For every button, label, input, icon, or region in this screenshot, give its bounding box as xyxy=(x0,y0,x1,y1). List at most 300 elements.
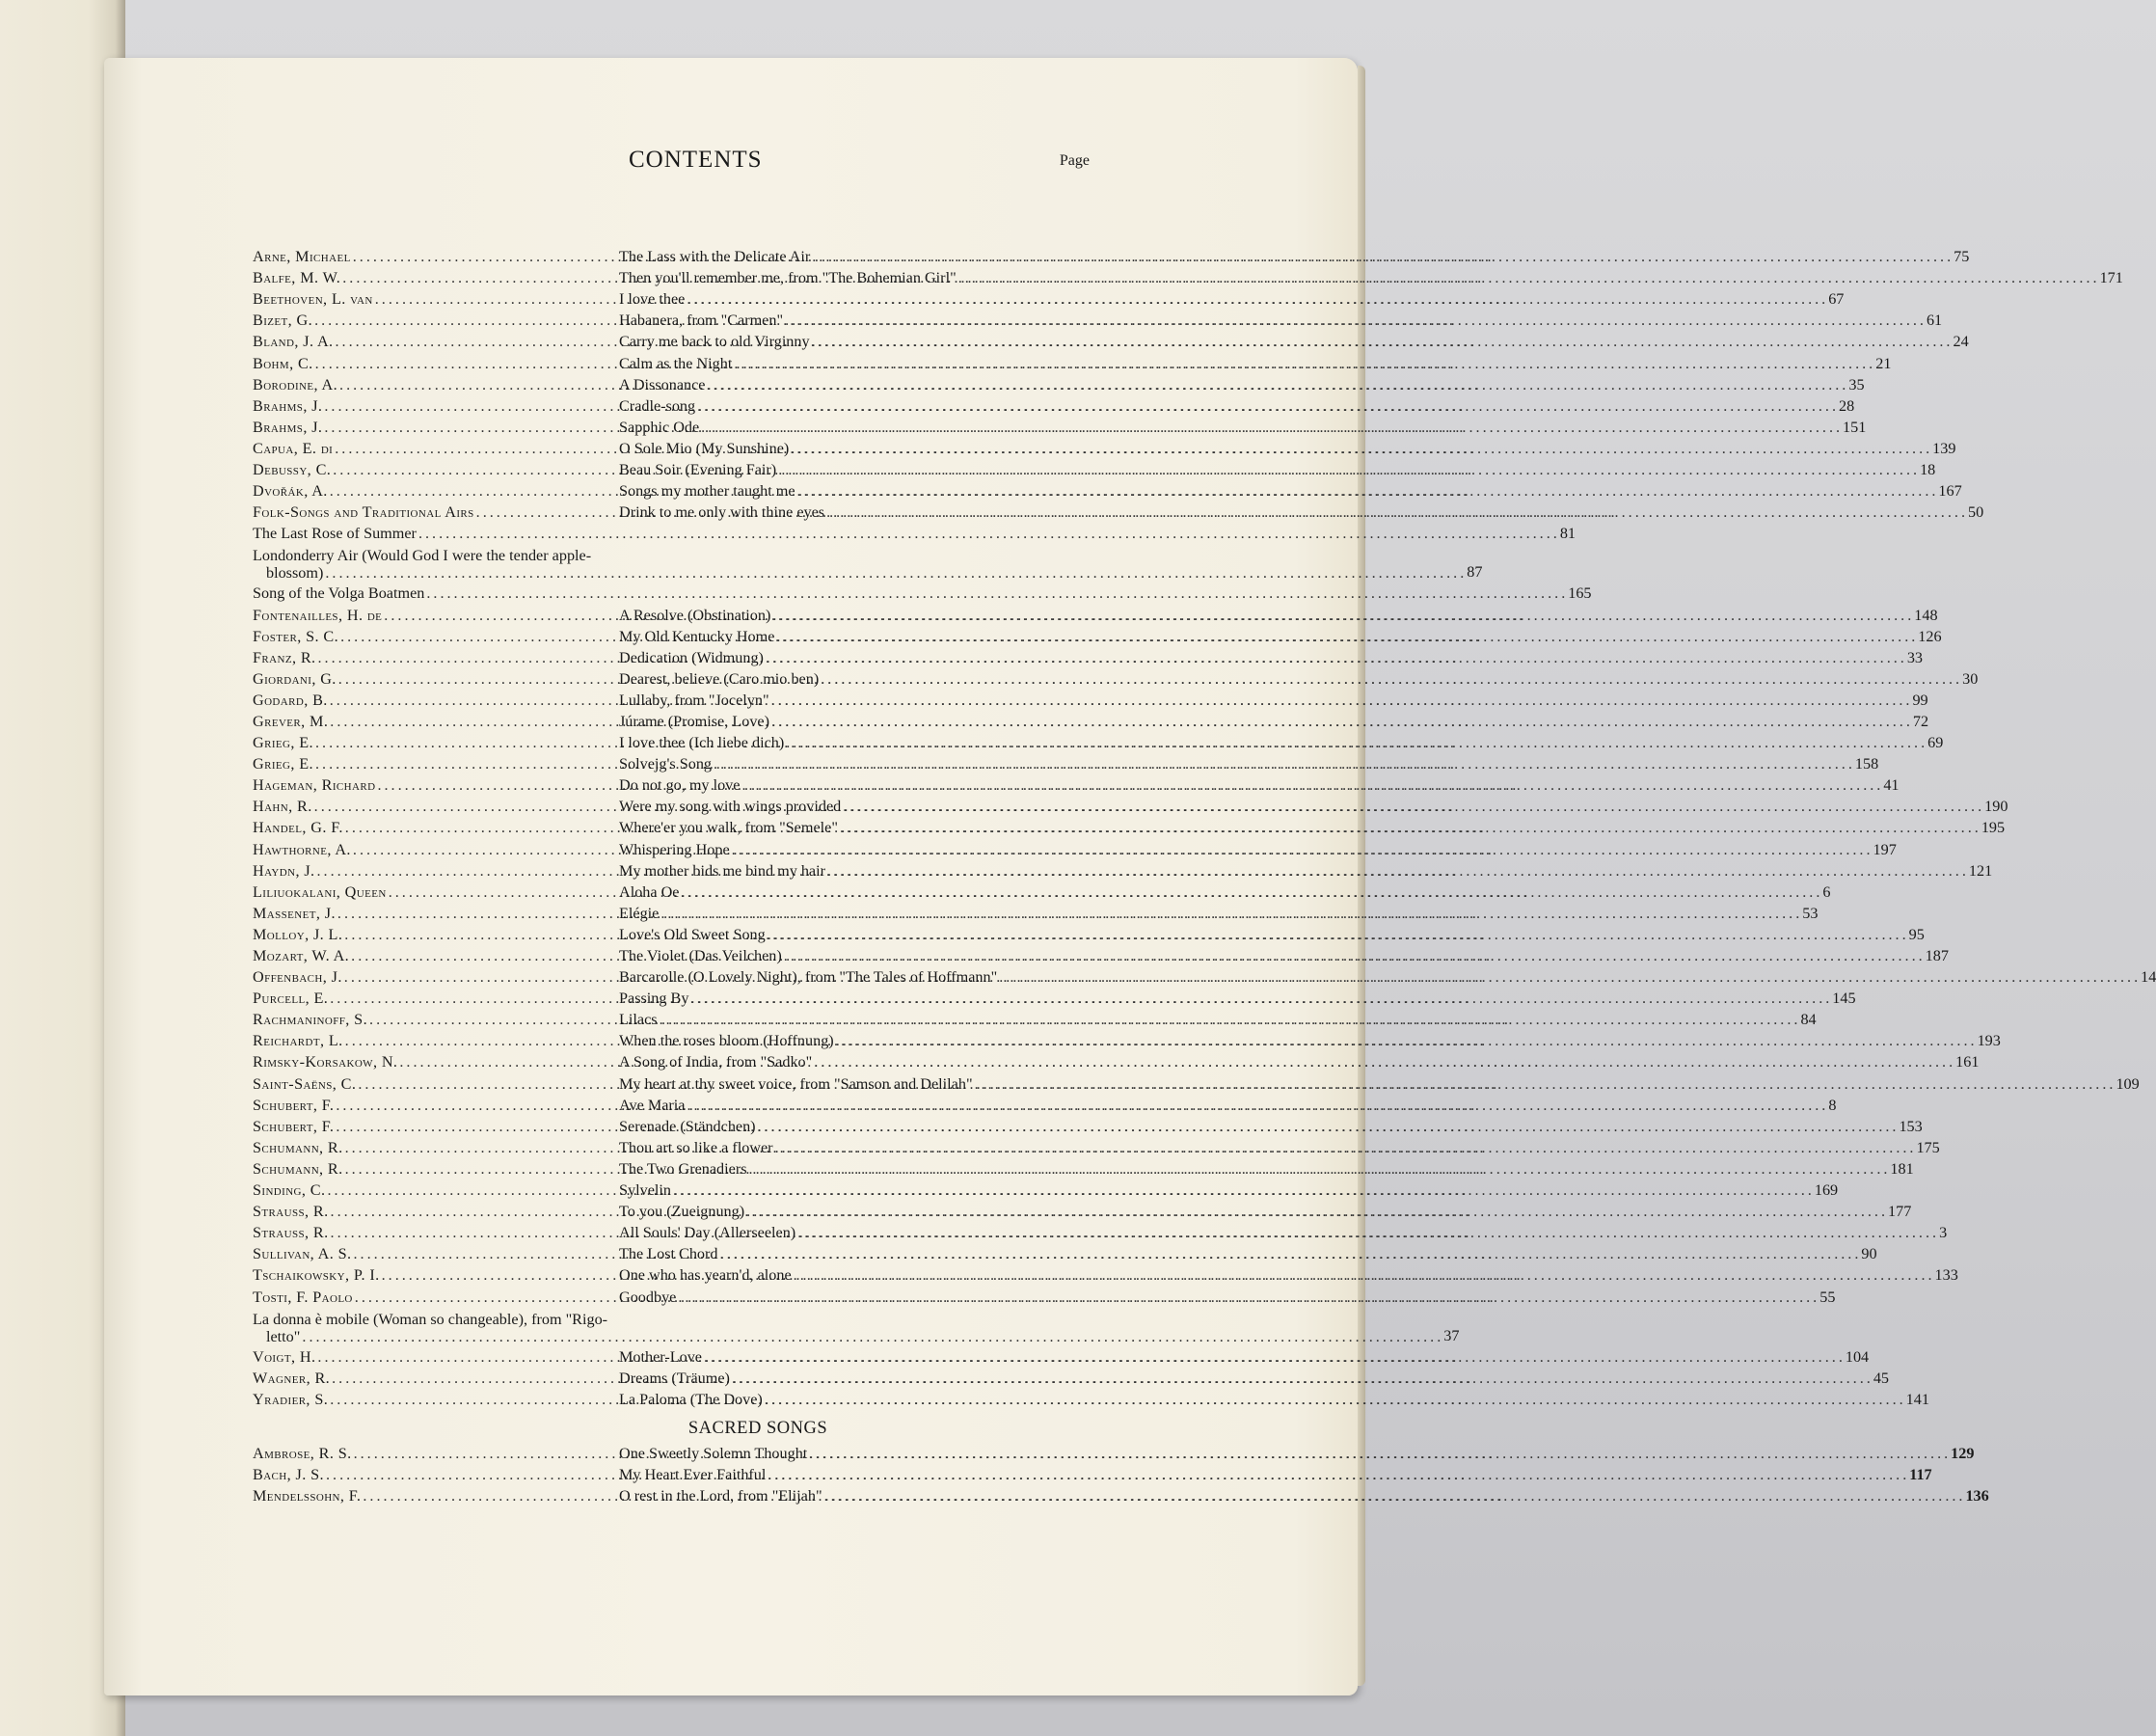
song-title xyxy=(619,460,1920,479)
page-number: 90 xyxy=(1861,1245,1877,1263)
toc-entry xyxy=(253,543,1483,583)
composer-name xyxy=(253,1223,619,1242)
toc-entry xyxy=(253,1242,1877,1263)
leader-dots xyxy=(302,1328,1443,1345)
leader-dots xyxy=(720,1244,1862,1263)
song-title xyxy=(619,311,1927,330)
toc-entry xyxy=(253,1071,2140,1093)
song-title-text: Were my song with wings provided xyxy=(619,798,842,816)
page-number: 72 xyxy=(1912,712,1929,730)
leader-dots xyxy=(772,606,1914,625)
page-number: 193 xyxy=(1977,1032,2001,1050)
toc-entry xyxy=(253,752,1879,773)
song-title xyxy=(619,627,1918,646)
composer-name xyxy=(253,247,619,266)
song-title-text: My Heart Ever Faithful xyxy=(619,1465,767,1483)
composer-text: Foster, S. C. xyxy=(253,627,339,645)
composer-text: Godard, B. xyxy=(253,691,328,709)
composer-name xyxy=(253,840,619,859)
song-title xyxy=(619,1444,1951,1463)
song-title xyxy=(619,502,1968,522)
song-title xyxy=(619,396,1839,416)
leader-dots xyxy=(687,289,1828,309)
toc-entry xyxy=(253,373,1865,394)
toc-entry xyxy=(253,351,1892,372)
composer-name xyxy=(253,754,619,773)
toc-entry xyxy=(253,837,1897,858)
composer-name xyxy=(253,460,619,479)
composer-text: Borodine, A. xyxy=(253,375,338,393)
toc-entry xyxy=(253,689,1928,710)
composer-text: Rimsky-Korsakow, N. xyxy=(253,1053,398,1071)
song-title-text: To you (Zueignung) xyxy=(619,1203,745,1221)
song-title-text: When the roses bloom (Hoffnung) xyxy=(619,1032,834,1050)
composer-name xyxy=(253,606,619,625)
song-title-text: A Resolve (Obstination) xyxy=(619,606,771,624)
table-of-contents xyxy=(253,245,2156,1505)
composer-text: Tosti, F. Paolo xyxy=(253,1288,353,1306)
leader-dots xyxy=(325,564,1467,582)
toc-entry xyxy=(253,859,1993,881)
composer-text: Reichardt, L. xyxy=(253,1032,343,1050)
page-number: 167 xyxy=(1938,482,1962,501)
composer-name xyxy=(253,1369,619,1388)
song-title xyxy=(619,1031,1978,1050)
page-number: 69 xyxy=(1927,734,1944,752)
composer-name xyxy=(253,797,619,816)
page-number: 158 xyxy=(1854,755,1879,773)
leader-dots xyxy=(814,1052,1955,1071)
page-number: 3 xyxy=(1939,1224,1948,1242)
song-title xyxy=(619,1117,1899,1136)
leader-dots xyxy=(827,861,1969,881)
song-title xyxy=(619,1159,1890,1179)
song-title xyxy=(253,1311,1443,1345)
composer-text: Brahms, J. xyxy=(253,396,323,415)
leader-dots xyxy=(766,648,1907,667)
leader-dots xyxy=(768,1465,1909,1484)
leader-dots xyxy=(704,1347,1846,1367)
song-title xyxy=(619,268,2100,287)
song-title-text: A Song of India, from "Sadko" xyxy=(619,1053,813,1071)
composer-text: Tschaikowsky, P. I. xyxy=(253,1266,380,1285)
composer-name xyxy=(253,946,619,965)
composer-text: Ambrose, R. S. xyxy=(253,1444,352,1462)
toc-entry xyxy=(253,944,1949,965)
composer-text: Hageman, Richard xyxy=(253,776,376,795)
composer-name xyxy=(253,268,619,287)
song-title-text: Do not go, my love xyxy=(619,776,741,795)
song-title-text: Cradle-song xyxy=(619,396,696,415)
composer-name xyxy=(253,648,619,667)
leader-dots xyxy=(418,524,1560,543)
contents-header xyxy=(617,147,1090,185)
composer-text: Voigt, H. xyxy=(253,1347,316,1366)
composer-text: Strauss, R. xyxy=(253,1203,329,1221)
composer-name xyxy=(253,311,619,330)
composer-text: Grieg, E. xyxy=(253,755,313,773)
toc-entry xyxy=(253,881,1831,902)
composer-name xyxy=(253,861,619,881)
page-number: 121 xyxy=(1968,861,1993,880)
page-number: 41 xyxy=(1883,776,1900,795)
song-title-text: My Old Kentucky Home xyxy=(619,627,775,645)
leader-dots xyxy=(746,1202,1888,1221)
composer-name xyxy=(253,733,619,752)
toc-entry xyxy=(253,522,1576,543)
song-title-line2-text: blossom) xyxy=(266,564,324,583)
leader-dots xyxy=(734,354,1875,373)
toc-entry xyxy=(253,1221,1948,1242)
song-title-text: The Lass with the Delicate Air xyxy=(619,248,811,266)
song-title xyxy=(619,925,1909,944)
leader-dots xyxy=(840,818,1981,837)
page-number: 67 xyxy=(1828,290,1845,309)
song-title xyxy=(619,1010,1800,1029)
song-title-text: A Dissonance xyxy=(619,375,706,393)
leader-dots xyxy=(812,332,1954,351)
page-number: 6 xyxy=(1822,882,1831,901)
composer-name xyxy=(253,1288,619,1307)
song-title-line1: Londonderry Air (Would God I were the tender apple- xyxy=(253,547,592,565)
song-title xyxy=(253,547,1467,582)
leader-dots xyxy=(660,904,1802,923)
composer-text: Molloy, J. L. xyxy=(253,925,343,943)
composer-text: Brahms, J. xyxy=(253,418,323,436)
composer-text: Purcell, E. xyxy=(253,990,329,1008)
composer-name xyxy=(253,1244,619,1263)
toc-entry xyxy=(253,1008,1817,1029)
leader-dots xyxy=(701,418,1843,437)
page-number: 33 xyxy=(1906,648,1924,666)
composer-text: Beethoven, L. van xyxy=(253,290,373,309)
composer-text: Liliuokalani, Queen xyxy=(253,882,387,901)
leader-dots xyxy=(797,481,1939,501)
leader-dots xyxy=(809,1444,1951,1463)
page-number: 148 xyxy=(1914,606,1938,624)
song-title-text: Beau Soir (Evening Fair) xyxy=(619,461,777,479)
composer-name xyxy=(253,289,619,309)
page-number: 109 xyxy=(2116,1074,2140,1093)
song-title-text: O Sole Mio (My Sunshine) xyxy=(619,439,790,457)
leader-dots xyxy=(660,1010,1801,1029)
song-title-text: Songs my mother taught me xyxy=(619,482,795,501)
song-title-text: Song of the Volga Boatmen xyxy=(253,584,425,603)
song-title-text: Ave Maria xyxy=(619,1096,686,1114)
leader-dots xyxy=(791,439,1932,458)
composer-text: Hahn, R. xyxy=(253,798,312,816)
leader-dots xyxy=(697,396,1839,416)
song-title-line1: La donna è mobile (Woman so changeable), from "Rigo- xyxy=(253,1310,608,1328)
song-title xyxy=(619,648,1907,667)
page-number: 197 xyxy=(1873,840,1897,858)
song-title xyxy=(619,606,1914,625)
leader-dots xyxy=(673,1180,1815,1200)
toc-entry xyxy=(253,965,2156,987)
song-title-text: Whispering Hope xyxy=(619,840,730,858)
toc-entry xyxy=(253,416,1867,437)
song-title-text: Calm as the Night xyxy=(619,354,733,372)
song-title xyxy=(619,375,1848,394)
toc-entry xyxy=(253,1179,1839,1200)
leader-dots xyxy=(778,460,1920,479)
song-title xyxy=(619,1180,1815,1200)
composer-text: Schumann, R. xyxy=(253,1159,343,1178)
song-title-text: Love's Old Sweet Song xyxy=(619,925,766,943)
page-number: 61 xyxy=(1926,312,1943,330)
composer-text: Massenet, J. xyxy=(253,904,336,922)
page-number: 175 xyxy=(1916,1138,1940,1156)
composer-name xyxy=(253,439,619,458)
song-title-text: All Souls' Day (Allerseelen) xyxy=(619,1224,796,1242)
song-title-text: Thou art so like a flower xyxy=(619,1138,773,1156)
composer-name xyxy=(253,627,619,646)
song-title-text: La Paloma (The Dove) xyxy=(619,1390,763,1408)
toc-entry xyxy=(253,1463,1932,1484)
composer-text: Schumann, R. xyxy=(253,1138,343,1156)
composer-name xyxy=(253,1096,619,1115)
toc-entry xyxy=(253,266,2123,287)
toc-entry xyxy=(253,1388,1929,1409)
toc-entry xyxy=(253,902,1819,923)
composer-name xyxy=(253,375,619,394)
song-title xyxy=(619,1074,2116,1094)
page-number: 181 xyxy=(1890,1159,1914,1178)
composer-name xyxy=(253,1074,619,1094)
song-title xyxy=(619,1486,1965,1505)
song-title xyxy=(619,754,1855,773)
composer-name xyxy=(253,691,619,710)
composer-name xyxy=(253,1138,619,1157)
song-title-line2 xyxy=(253,1328,1443,1345)
composer-name xyxy=(253,502,619,522)
toc-entry xyxy=(253,501,1984,522)
song-title xyxy=(619,332,1953,351)
composer-text: Mozart, W. A. xyxy=(253,947,350,964)
song-title-text: I love thee (Ich liebe dich) xyxy=(619,734,785,752)
composer-text: Wagner, R. xyxy=(253,1369,331,1387)
toc-entry xyxy=(253,667,1979,689)
composer-name xyxy=(253,1444,619,1463)
page-title: CONTENTS xyxy=(629,147,763,173)
page-number: 35 xyxy=(1848,375,1865,393)
toc-entry xyxy=(253,773,1900,795)
song-title-text: Sapphic Ode xyxy=(619,418,700,436)
song-title-text: O rest in the Lord, from "Elijah" xyxy=(619,1487,822,1505)
composer-name xyxy=(253,1180,619,1200)
composer-name xyxy=(253,1159,619,1179)
toc-entry xyxy=(253,394,1855,416)
composer-text: Strauss, R. xyxy=(253,1224,329,1242)
page-number: 8 xyxy=(1828,1096,1837,1114)
toc-entry xyxy=(253,245,1970,266)
toc-entry xyxy=(253,1345,1870,1367)
composer-text: Saint-Saëns, C. xyxy=(253,1074,357,1093)
composer-text: Hawthorne, A. xyxy=(253,840,351,858)
composer-text: Mendelssohn, F. xyxy=(253,1487,362,1505)
composer-text: Yradier, S. xyxy=(253,1390,329,1408)
toc-entry xyxy=(253,437,1956,458)
page-number: 55 xyxy=(1819,1288,1836,1306)
page-number: 195 xyxy=(1981,819,2006,837)
composer-text: Arne, Michael xyxy=(253,248,351,266)
composer-text: Handel, G. F. xyxy=(253,819,343,837)
leader-dots xyxy=(958,268,2100,287)
leader-dots xyxy=(786,733,1927,752)
page-number: 99 xyxy=(1912,691,1928,709)
composer-text: Bland, J. A. xyxy=(253,333,334,351)
song-title-text: Elégie xyxy=(619,904,660,922)
song-title xyxy=(619,1138,1916,1157)
toc-entry xyxy=(253,1136,1940,1157)
composer-name xyxy=(253,1465,619,1484)
toc-entry xyxy=(253,1367,1889,1388)
composer-text: Bach, J. S. xyxy=(253,1465,324,1483)
toc-entry xyxy=(253,816,2006,837)
song-title xyxy=(619,1390,1906,1409)
composer-text: Folk-Songs and Traditional Airs xyxy=(253,503,474,522)
page-number: 161 xyxy=(1955,1053,1980,1071)
composer-name xyxy=(253,1265,619,1285)
song-title-text: Dedication (Widmung) xyxy=(619,648,764,666)
toc-entry xyxy=(253,1263,1958,1285)
page-number: 18 xyxy=(1920,461,1936,479)
song-title xyxy=(619,289,1828,309)
composer-name xyxy=(253,712,619,731)
page-number: 30 xyxy=(1962,669,1979,688)
toc-entry xyxy=(253,287,1845,309)
song-title-text: The Two Grenadiers xyxy=(619,1159,747,1178)
leader-dots xyxy=(775,1138,1917,1157)
composer-text: Schubert, F. xyxy=(253,1096,335,1114)
song-title-text: Solvejg's Song xyxy=(619,755,713,773)
leader-dots xyxy=(812,247,1954,266)
song-title xyxy=(619,418,1843,437)
leader-dots xyxy=(681,882,1822,902)
song-title xyxy=(619,989,1832,1008)
leader-dots xyxy=(687,1096,1828,1115)
toc-entry xyxy=(253,330,1969,351)
leader-dots xyxy=(707,375,1848,394)
section-heading-sacred: SACRED SONGS xyxy=(687,1418,828,1438)
page-number: 81 xyxy=(1559,525,1576,543)
song-title-text: My heart at thy sweet voice, from "Samson and Delilah" xyxy=(619,1074,973,1093)
song-title-text: I love thee xyxy=(619,290,686,309)
song-title-line2-text: letto" xyxy=(266,1327,301,1345)
song-title-text: Dearest, believe (Caro mio ben) xyxy=(619,669,820,688)
song-title-text: Júrame (Promise, Love) xyxy=(619,712,769,730)
composer-text: Grieg, E. xyxy=(253,734,313,752)
page-number: 165 xyxy=(1568,584,1592,603)
leader-dots xyxy=(771,691,1913,710)
leader-dots xyxy=(794,1265,1935,1285)
toc-entry xyxy=(253,1157,1914,1179)
song-title xyxy=(619,669,1962,689)
composer-text: Offenbach, J. xyxy=(253,968,342,987)
leader-dots xyxy=(690,989,1832,1008)
composer-name xyxy=(253,1052,619,1071)
toc-entry xyxy=(253,582,1592,603)
page-number: 50 xyxy=(1967,503,1984,522)
song-title-text: My mother bids me bind my hair xyxy=(619,861,826,880)
page-number: 190 xyxy=(1984,798,2008,816)
leader-dots xyxy=(732,840,1873,859)
composer-name xyxy=(253,1010,619,1029)
leader-dots xyxy=(797,1223,1939,1242)
composer-text: Dvořák, A. xyxy=(253,482,328,501)
page-number: 169 xyxy=(1814,1181,1839,1200)
leader-dots xyxy=(426,583,1568,603)
toc-entry xyxy=(253,710,1929,731)
leader-dots xyxy=(785,311,1927,330)
song-title xyxy=(619,1347,1846,1367)
toc-entry xyxy=(253,1285,1836,1306)
song-title xyxy=(619,481,1938,501)
composer-name xyxy=(253,1347,619,1367)
song-title-text: Lullaby, from "Jocelyn" xyxy=(619,691,769,709)
composer-name xyxy=(253,418,619,437)
song-title xyxy=(619,1465,1909,1484)
song-title-text: Carry me back to old Virginny xyxy=(619,333,810,351)
toc-entry xyxy=(253,309,1943,330)
leader-dots xyxy=(826,502,1968,522)
page-number: 177 xyxy=(1888,1203,1912,1221)
toc-entry xyxy=(253,479,1962,501)
song-title xyxy=(619,946,1926,965)
page-number: 187 xyxy=(1925,947,1949,964)
song-title xyxy=(619,1369,1873,1388)
page-number: 28 xyxy=(1839,396,1855,415)
toc-entry xyxy=(253,646,1924,667)
song-title xyxy=(253,524,1560,543)
song-title-text: Habanera, from "Carmen" xyxy=(619,312,784,330)
song-title-line2 xyxy=(253,564,1467,582)
composer-text: Franz, R. xyxy=(253,648,316,666)
song-title xyxy=(619,1052,1955,1071)
leader-dots xyxy=(732,1369,1873,1388)
composer-text: Grever, M. xyxy=(253,712,329,730)
page-number: 45 xyxy=(1873,1369,1889,1387)
composer-text: Rachmaninoff, S. xyxy=(253,1011,368,1029)
song-title-text: One Sweetly Solemn Thought xyxy=(619,1444,808,1462)
page-number: 104 xyxy=(1845,1347,1870,1366)
composer-name xyxy=(253,1202,619,1221)
toc-entry xyxy=(253,1094,1837,1115)
composer-name xyxy=(253,481,619,501)
leader-dots xyxy=(999,967,2141,987)
page-number: 136 xyxy=(1965,1487,1989,1505)
leader-dots xyxy=(768,925,1909,944)
leader-dots xyxy=(975,1074,2116,1094)
composer-name xyxy=(253,967,619,987)
page-number: 129 xyxy=(1951,1444,1975,1462)
toc-entry xyxy=(253,1029,2001,1050)
song-title-text: Mother-Love xyxy=(619,1347,702,1366)
page-number: 151 xyxy=(1843,418,1867,436)
song-title-text: Sylvelin xyxy=(619,1181,671,1200)
page-number: 171 xyxy=(2099,269,2123,287)
composer-text: Fontenailles, H. de xyxy=(253,606,383,624)
composer-name xyxy=(253,904,619,923)
song-title xyxy=(253,583,1568,603)
composer-name xyxy=(253,1117,619,1136)
composer-name xyxy=(253,669,619,689)
song-title xyxy=(619,904,1802,923)
leader-dots xyxy=(714,754,1855,773)
page-number: 87 xyxy=(1467,563,1483,582)
page-number: 75 xyxy=(1954,248,1970,266)
page-number: 145 xyxy=(1832,990,1856,1008)
